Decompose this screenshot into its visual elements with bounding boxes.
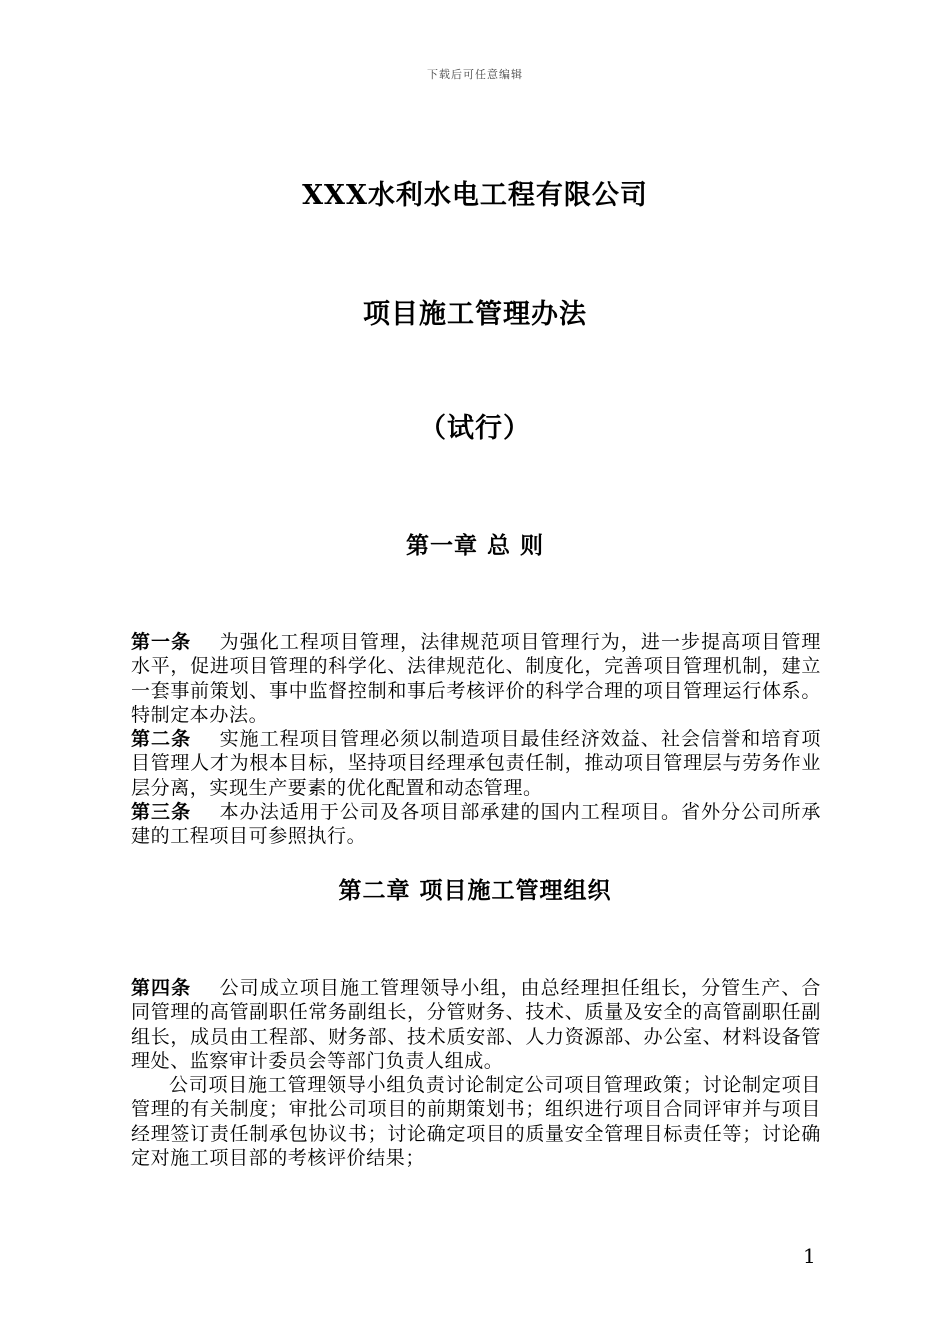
header-note: 下载后可任意编辑	[427, 68, 523, 81]
article-2	[131, 727, 821, 800]
article-text: 实施工程项目管理必须以制造项目最佳经济效益、社会信誉和培育项目管理人才为根本目标，坚持项目经理承包责任制，推动项目管理层与劳务作业层分离，实现生产要素的优化配置和动态管理。	[131, 728, 821, 799]
body-paragraph: 公司项目施工管理领导小组负责讨论制定公司项目管理政策；讨论制定项目管理的有关制度；审批公司项目的前期策划书；组织进行项目合同评审并与项目经理签订责任制承包协议书；讨论确定项目的质量安全管理目标责任等；讨论确定对施工项目部的考核评价结果；	[131, 1074, 821, 1170]
article-text: 为强化工程项目管理，法律规范项目管理行为，进一步提高项目管理水平，促进项目管理的科学化、法律规范化、制度化，完善项目管理机制，建立一套事前策划、事中监督控制和事后考核评价的科学合理的项目管理运行体系。特制定本办法。	[131, 631, 821, 726]
document-title: 项目施工管理办法	[363, 299, 587, 330]
article-label: 第三条	[131, 801, 192, 824]
article-1	[131, 630, 821, 727]
chapter-2-body	[131, 976, 821, 1170]
article-3	[131, 800, 821, 849]
trial-subtitle: （试行）	[419, 413, 531, 444]
article-text: 本办法适用于公司及各项目部承建的国内工程项目。省外分公司所承建的工程项目可参照执行。	[131, 801, 821, 848]
page-number: 1	[803, 1244, 816, 1268]
chapter-1-body	[131, 630, 821, 849]
article-4	[131, 976, 821, 1073]
company-title: XXX水利水电工程有限公司	[302, 180, 648, 211]
chapter-heading-1: 第一章 总 则	[405, 532, 544, 559]
article-label: 第一条	[131, 631, 192, 653]
chapter-heading-2: 第二章 项目施工管理组织	[338, 877, 612, 904]
article-text: 公司成立项目施工管理领导小组，由总经理担任组长，分管生产、合同管理的高管副职任常务副组长，分管财务、技术、质量及安全的高管副职任副组长，成员由工程部、财务部、技术质安部、人力资源部、办公室、材料设备管理处、监察审计委员会等部门负责人组成。	[131, 977, 821, 1072]
article-label: 第四条	[131, 977, 192, 999]
article-label: 第二条	[131, 728, 192, 751]
